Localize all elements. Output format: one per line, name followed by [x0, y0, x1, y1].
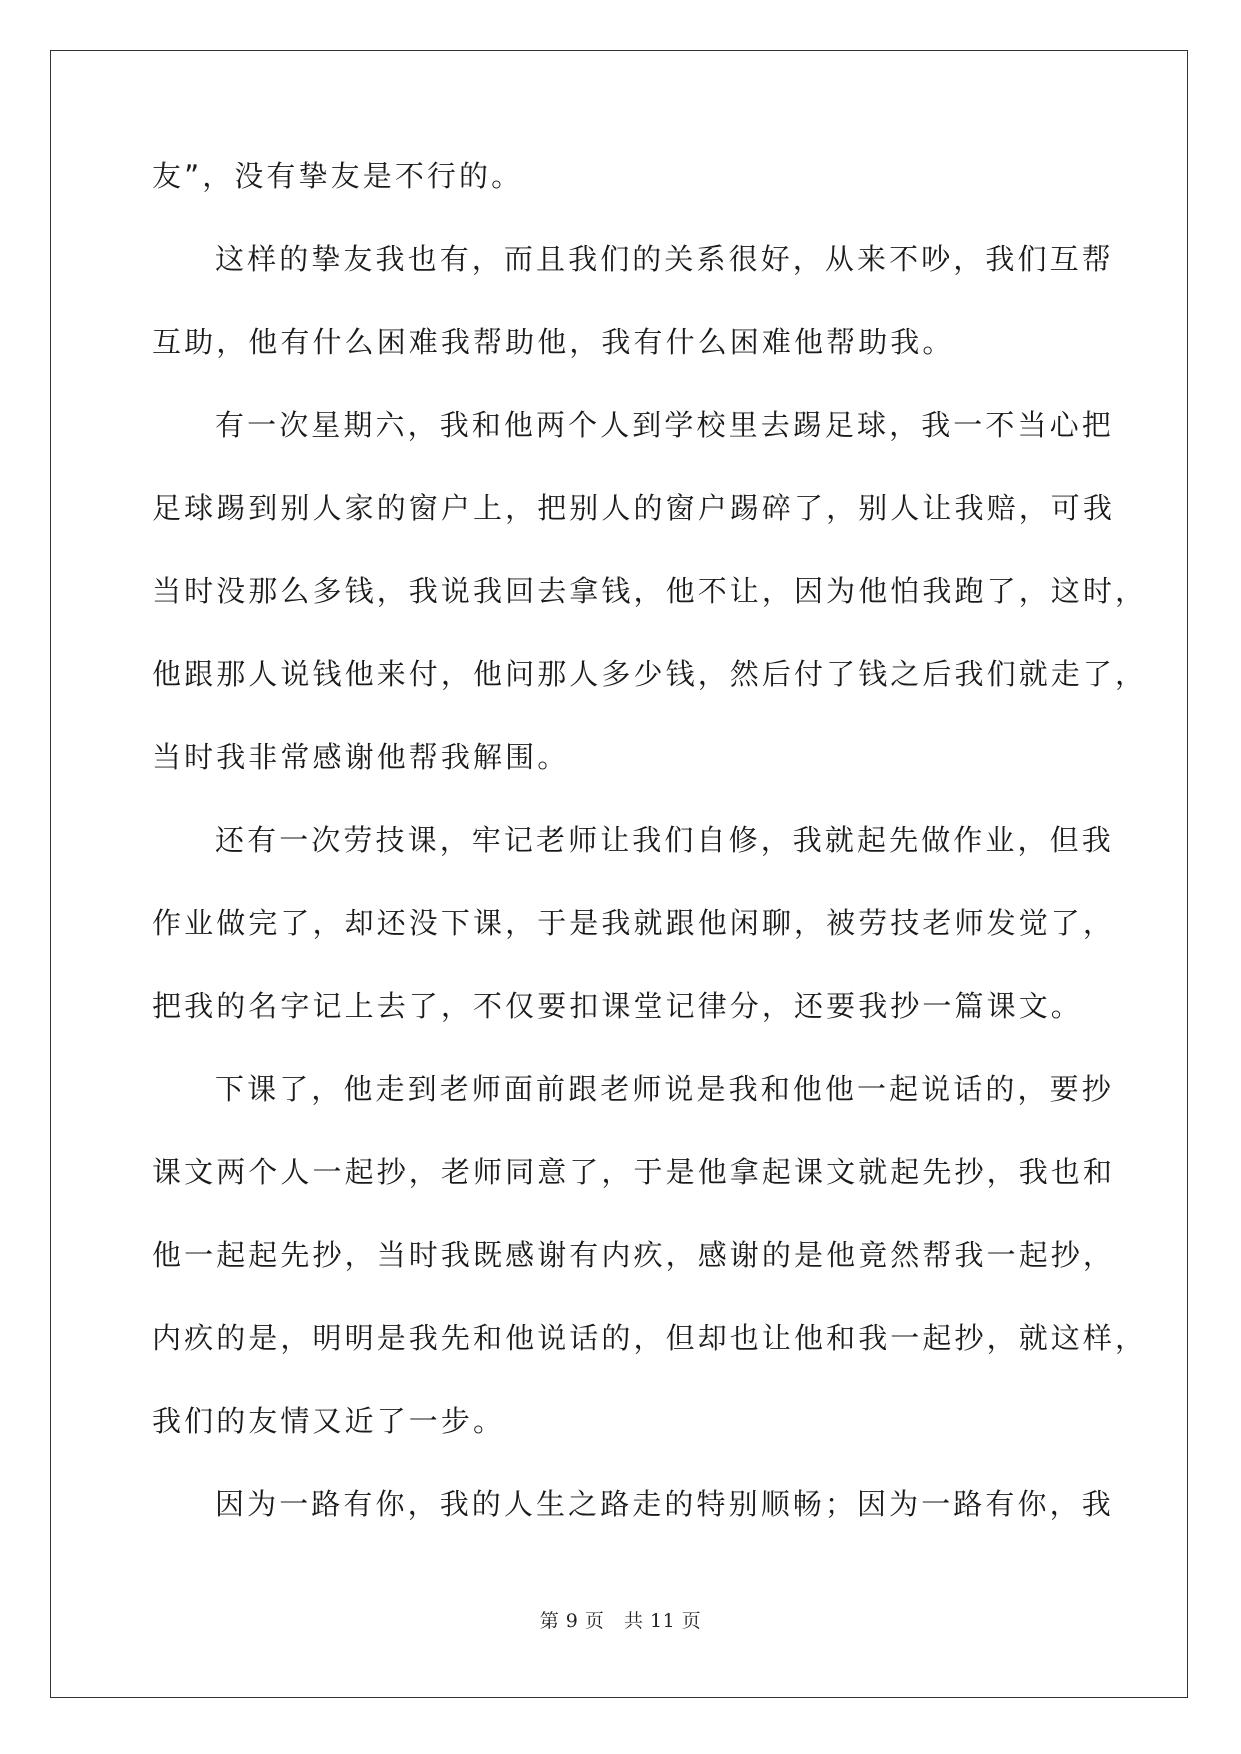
text-line: 当时没那么多钱，我说我回去拿钱，他不让，因为他怕我跑了，这时，: [152, 574, 1148, 608]
page-total: 共 11 页: [624, 1610, 702, 1632]
text-line: 互助，他有什么困难我帮助他，我有什么困难他帮助我。: [152, 325, 955, 359]
text-line: 因为一路有你，我的人生之路走的特别顺畅；因为一路有你，我: [215, 1487, 1114, 1521]
text-line: 友”，没有挚友是不行的。: [152, 159, 524, 193]
text-line: 这样的挚友我也有，而且我们的关系很好，从来不吵，我们互帮: [215, 242, 1114, 276]
text-line: 有一次星期六，我和他两个人到学校里去踢足球，我一不当心把: [215, 408, 1114, 442]
text-line: 内疚的是，明明是我先和他说话的，但却也让他和我一起抄，就这样，: [152, 1321, 1148, 1355]
text-line: 作业做完了，却还没下课，于是我就跟他闲聊，被劳技老师发觉了，: [152, 906, 1116, 940]
text-line: 下课了，他走到老师面前跟老师说是我和他他一起说话的，要抄: [215, 1072, 1114, 1106]
text-line: 课文两个人一起抄，老师同意了，于是他拿起课文就起先抄，我也和: [152, 1155, 1116, 1189]
text-line: 我们的友情又近了一步。: [152, 1404, 506, 1438]
text-line: 当时我非常感谢他帮我解围。: [152, 740, 570, 774]
page-number: 第 9 页: [539, 1610, 605, 1632]
text-line: 他一起起先抄，当时我既感谢有内疚，感谢的是他竟然帮我一起抄，: [152, 1238, 1116, 1272]
document-body: [152, 159, 1148, 1571]
text-line: 还有一次劳技课，牢记老师让我们自修，我就起先做作业，但我: [215, 823, 1114, 857]
text-line: 把我的名字记上去了，不仅要扣课堂记律分，还要我抄一篇课文。: [152, 989, 1083, 1023]
page-footer: [0, 1606, 1241, 1633]
text-line: 他跟那人说钱他来付，他问那人多少钱，然后付了钱之后我们就走了，: [152, 657, 1148, 691]
text-line: 足球踢到别人家的窗户上，把别人的窗户踢碎了，别人让我赔，可我: [152, 491, 1116, 525]
